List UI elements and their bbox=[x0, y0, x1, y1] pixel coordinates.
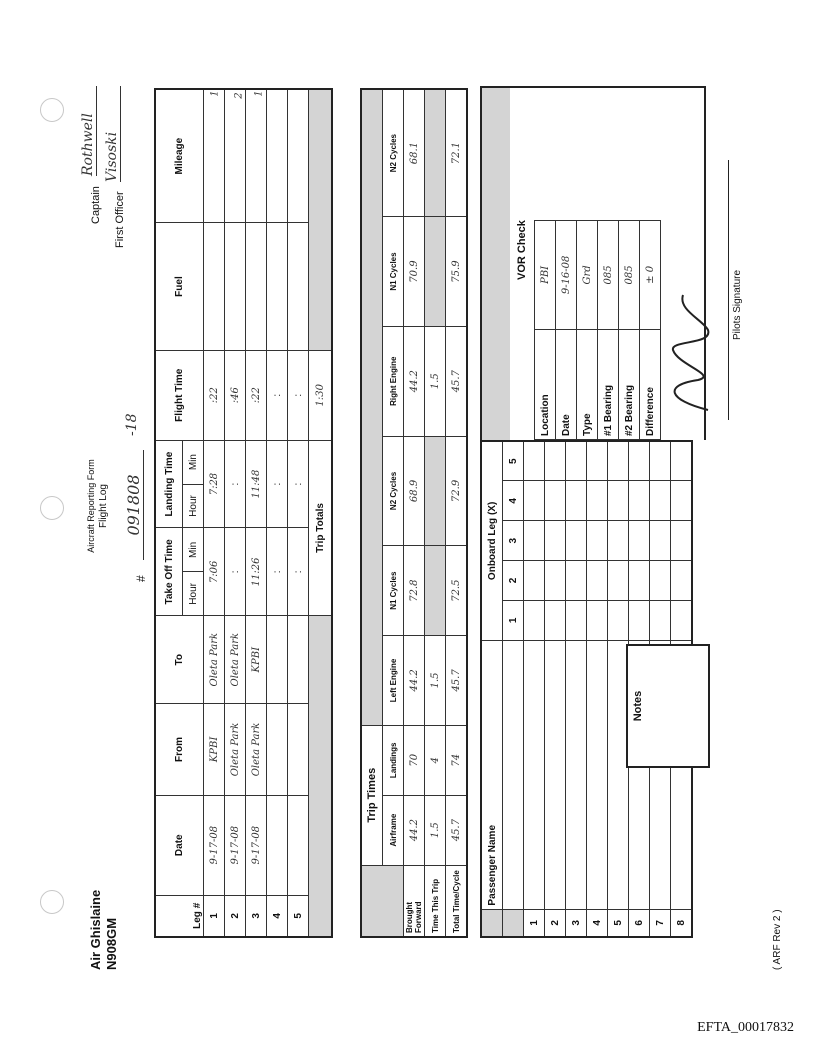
summary-row-label: Total Time/Cycle bbox=[446, 865, 468, 937]
shaded-gap bbox=[309, 89, 333, 350]
vor-check-table bbox=[534, 88, 661, 440]
notes-box bbox=[626, 644, 710, 768]
leg-from: KPBI bbox=[204, 704, 225, 796]
passenger-row-number: 8 bbox=[671, 909, 693, 937]
onboard-cell bbox=[608, 441, 629, 481]
leg-row bbox=[288, 89, 309, 937]
captain-label: Captain bbox=[90, 186, 102, 224]
leg-to bbox=[267, 616, 288, 704]
vor-check-title: VOR Check bbox=[516, 220, 528, 280]
document-id: EFTA_00017832 bbox=[697, 1020, 794, 1035]
leg-from bbox=[267, 704, 288, 796]
summary-cell: 68.9 bbox=[404, 436, 425, 546]
pilot-signature-label: Pilots Signature bbox=[732, 269, 743, 340]
summary-cell: 72.8 bbox=[404, 546, 425, 636]
leg-date: 9-17-08 bbox=[204, 795, 225, 895]
header-fuel: Fuel bbox=[155, 223, 204, 351]
vor-value: 085 bbox=[619, 220, 640, 330]
summary-cell: 1.5 bbox=[425, 326, 446, 436]
onboard-cell bbox=[629, 481, 650, 521]
header-leg: Leg # bbox=[155, 895, 204, 937]
col-left-engine: Left Engine bbox=[383, 636, 404, 726]
onboard-cell bbox=[566, 521, 587, 561]
passenger-row-number: 7 bbox=[650, 909, 671, 937]
vor-check-panel bbox=[480, 86, 743, 440]
leg-row bbox=[267, 89, 288, 937]
leg-to bbox=[288, 616, 309, 704]
summary-cell bbox=[425, 436, 446, 546]
trip-totals-label: Trip Totals bbox=[309, 440, 333, 616]
leg-flight-time: :22 bbox=[246, 350, 267, 440]
onboard-cell bbox=[524, 600, 545, 640]
leg-date bbox=[267, 795, 288, 895]
vor-row bbox=[535, 89, 556, 440]
col-right-n2: N2 Cycles bbox=[383, 89, 404, 217]
onboard-cell bbox=[524, 521, 545, 561]
summary-cell: 72.1 bbox=[446, 89, 468, 217]
leg-number: 5 bbox=[288, 895, 309, 937]
onboard-cell bbox=[545, 521, 566, 561]
passenger-row bbox=[545, 441, 566, 937]
passenger-name-cell bbox=[545, 640, 566, 909]
leg-flight-time: :46 bbox=[225, 350, 246, 440]
form-subtitle: Flight Log bbox=[98, 484, 109, 528]
summary-cell: 70 bbox=[404, 725, 425, 795]
onboard-cell bbox=[671, 441, 693, 481]
onboard-cell bbox=[608, 481, 629, 521]
leg-mileage bbox=[246, 89, 267, 223]
shaded-gap bbox=[361, 865, 404, 937]
summary-cell: 70.9 bbox=[404, 217, 425, 327]
leg-landing-time: 11:48 bbox=[246, 440, 267, 528]
passenger-row bbox=[566, 441, 587, 937]
leg-row bbox=[204, 89, 225, 937]
passenger-name-cell bbox=[566, 640, 587, 909]
header-landing-hour: Hour bbox=[183, 484, 204, 528]
vor-row bbox=[598, 89, 619, 440]
header-mileage: Mileage bbox=[155, 89, 204, 223]
leg-from: Oleta Park bbox=[225, 704, 246, 796]
vor-shaded-area bbox=[482, 88, 510, 440]
first-officer-value: Visoski bbox=[104, 86, 121, 182]
onboard-cell bbox=[629, 521, 650, 561]
leg-landing-time: : bbox=[225, 440, 246, 528]
log-number-suffix: -18 bbox=[124, 413, 140, 436]
summary-row bbox=[446, 89, 468, 937]
onboard-cell bbox=[608, 561, 629, 601]
margin-mark-1: 1 bbox=[209, 90, 221, 97]
leg-from: Oleta Park bbox=[246, 704, 267, 796]
vor-value: ± 0 bbox=[640, 220, 661, 330]
col-landings: Landings bbox=[383, 725, 404, 795]
col-airframe: Airframe bbox=[383, 795, 404, 865]
summary-row-label: Brought Forward bbox=[404, 865, 425, 937]
onboard-cell bbox=[671, 561, 693, 601]
leg-to: KPBI bbox=[246, 616, 267, 704]
leg-mileage bbox=[288, 89, 309, 223]
leg-flight-time: : bbox=[288, 350, 309, 440]
onboard-cell bbox=[524, 481, 545, 521]
leg-date bbox=[288, 795, 309, 895]
trip-times-label: Trip Times bbox=[361, 725, 383, 865]
leg-takeoff-time: 7:06 bbox=[204, 528, 225, 616]
leg-number: 4 bbox=[267, 895, 288, 937]
leg-mileage bbox=[267, 89, 288, 223]
passenger-row bbox=[587, 441, 608, 937]
onboard-cell bbox=[671, 521, 693, 561]
passenger-spacer bbox=[503, 640, 524, 909]
leg-col-3: 3 bbox=[503, 521, 524, 561]
summary-cell: 45.7 bbox=[446, 636, 468, 726]
onboard-cell bbox=[629, 441, 650, 481]
onboard-cell bbox=[566, 561, 587, 601]
onboard-leg-header bbox=[481, 441, 503, 640]
vor-label: Location bbox=[535, 330, 556, 440]
pilot-signature-drawing bbox=[658, 270, 728, 420]
header-date: Date bbox=[155, 795, 204, 895]
summary-cell: 45.7 bbox=[446, 326, 468, 436]
leg-table bbox=[154, 88, 333, 938]
onboard-cell bbox=[650, 521, 671, 561]
summary-row bbox=[425, 89, 446, 937]
onboard-cell bbox=[608, 521, 629, 561]
summary-cell: 44.2 bbox=[404, 326, 425, 436]
leg-flight-time: : bbox=[267, 350, 288, 440]
summary-cell: 4 bbox=[425, 725, 446, 795]
tail-number: N908GM bbox=[104, 917, 119, 970]
captain-value: Rothwell bbox=[80, 86, 97, 176]
summary-cell: 44.2 bbox=[404, 795, 425, 865]
leg-fuel bbox=[288, 223, 309, 351]
pilot-signature-line bbox=[728, 160, 729, 420]
leg-mileage bbox=[225, 89, 246, 223]
margin-mark-2: 2 bbox=[233, 92, 245, 99]
onboard-cell bbox=[587, 561, 608, 601]
vor-label: Type bbox=[577, 330, 598, 440]
log-number-prefix: # bbox=[134, 575, 148, 582]
leg-landing-time: 7:28 bbox=[204, 440, 225, 528]
onboard-cell bbox=[566, 481, 587, 521]
onboard-cell bbox=[587, 521, 608, 561]
onboard-cell bbox=[545, 481, 566, 521]
passenger-row-number: 3 bbox=[566, 909, 587, 937]
vor-value: Grd bbox=[577, 220, 598, 330]
leg-flight-time: :22 bbox=[204, 350, 225, 440]
onboard-cell bbox=[566, 600, 587, 640]
trip-totals-value: 1:30 bbox=[309, 350, 333, 440]
leg-landing-time: : bbox=[288, 440, 309, 528]
passenger-row-number: 1 bbox=[524, 909, 545, 937]
onboard-cell bbox=[566, 441, 587, 481]
passenger-row-number: 5 bbox=[608, 909, 629, 937]
passenger-name-header: Passenger Name bbox=[481, 640, 503, 909]
onboard-cell bbox=[650, 481, 671, 521]
vor-label: #1 Bearing bbox=[598, 330, 619, 440]
vor-label: #2 Bearing bbox=[619, 330, 640, 440]
onboard-leg-label: Onboard Leg bbox=[486, 517, 498, 581]
form-title: Aircraft Reporting Form bbox=[86, 459, 96, 553]
summary-cell: 68.1 bbox=[404, 89, 425, 217]
form-revision: ( ARF Rev 2 ) bbox=[772, 909, 783, 970]
summary-cell: 74 bbox=[446, 725, 468, 795]
onboard-cell bbox=[587, 600, 608, 640]
leg-mileage bbox=[204, 89, 225, 223]
summary-cell: 1.5 bbox=[425, 636, 446, 726]
leg-col-1: 1 bbox=[503, 600, 524, 640]
leg-col-4: 4 bbox=[503, 481, 524, 521]
onboard-cell bbox=[608, 600, 629, 640]
onboard-cell bbox=[650, 600, 671, 640]
vor-label: Date bbox=[556, 330, 577, 440]
summary-cell: 72.5 bbox=[446, 546, 468, 636]
passenger-row-number: 2 bbox=[545, 909, 566, 937]
col-left-n2: N2 Cycles bbox=[383, 436, 404, 546]
onboard-cell bbox=[524, 561, 545, 601]
header-landing: Landing Time bbox=[155, 440, 183, 528]
onboard-leg-x: (X) bbox=[486, 501, 498, 516]
onboard-cell bbox=[545, 561, 566, 601]
onboard-cell bbox=[671, 600, 693, 640]
header-landing-min: Min bbox=[183, 440, 204, 484]
summary-cell: 44.2 bbox=[404, 636, 425, 726]
onboard-cell bbox=[524, 441, 545, 481]
summary-cell: 45.7 bbox=[446, 795, 468, 865]
leg-row bbox=[225, 89, 246, 937]
vor-row bbox=[577, 89, 598, 440]
summary-cell: 75.9 bbox=[446, 217, 468, 327]
summary-cell: 72.9 bbox=[446, 436, 468, 546]
leg-to: Oleta Park bbox=[204, 616, 225, 704]
vor-row bbox=[556, 89, 577, 440]
passenger-number-header bbox=[481, 909, 503, 937]
passenger-name-cell bbox=[524, 640, 545, 909]
onboard-cell bbox=[587, 481, 608, 521]
leg-col-5: 5 bbox=[503, 441, 524, 481]
leg-to: Oleta Park bbox=[225, 616, 246, 704]
leg-fuel bbox=[225, 223, 246, 351]
col-right-engine: Right Engine bbox=[383, 326, 404, 436]
leg-fuel bbox=[267, 223, 288, 351]
shaded-gap bbox=[361, 89, 383, 725]
onboard-cell bbox=[587, 441, 608, 481]
vor-value: 085 bbox=[598, 220, 619, 330]
header-takeoff-min: Min bbox=[183, 528, 204, 572]
shaded-gap bbox=[309, 616, 333, 937]
onboard-cell bbox=[629, 600, 650, 640]
company-name: Air Ghislaine bbox=[88, 889, 103, 970]
header-flight-time: Flight Time bbox=[155, 350, 204, 440]
header-from: From bbox=[155, 704, 204, 796]
vor-label: Difference bbox=[640, 330, 661, 440]
leg-fuel bbox=[246, 223, 267, 351]
onboard-cell bbox=[650, 561, 671, 601]
leg-from bbox=[288, 704, 309, 796]
leg-takeoff-time: : bbox=[267, 528, 288, 616]
leg-number: 2 bbox=[225, 895, 246, 937]
leg-takeoff-time: : bbox=[288, 528, 309, 616]
passenger-name-cell bbox=[587, 640, 608, 909]
log-number-value: 091808 bbox=[124, 450, 144, 560]
trip-times-table bbox=[360, 88, 468, 938]
summary-cell bbox=[425, 89, 446, 217]
summary-cell: 1.5 bbox=[425, 795, 446, 865]
leg-number: 1 bbox=[204, 895, 225, 937]
summary-cell bbox=[425, 546, 446, 636]
summary-row bbox=[404, 89, 425, 937]
passenger-row-number: 6 bbox=[629, 909, 650, 937]
leg-takeoff-time: 11:26 bbox=[246, 528, 267, 616]
summary-row-label: Time This Trip bbox=[425, 865, 446, 937]
leg-number: 3 bbox=[246, 895, 267, 937]
leg-date: 9-17-08 bbox=[246, 795, 267, 895]
vor-row bbox=[619, 89, 640, 440]
leg-fuel bbox=[204, 223, 225, 351]
onboard-cell bbox=[671, 481, 693, 521]
header-takeoff-hour: Hour bbox=[183, 572, 204, 616]
vor-value: 9-16-08 bbox=[556, 220, 577, 330]
notes-label: Notes bbox=[632, 690, 644, 722]
leg-row bbox=[246, 89, 267, 937]
first-officer-label: First Officer bbox=[114, 191, 126, 248]
col-right-n1: N1 Cycles bbox=[383, 217, 404, 327]
margin-mark-3: 1 bbox=[253, 90, 265, 97]
header-takeoff: Take Off Time bbox=[155, 528, 183, 616]
leg-date: 9-17-08 bbox=[225, 795, 246, 895]
col-left-n1: N1 Cycles bbox=[383, 546, 404, 636]
header-to: To bbox=[155, 616, 204, 704]
summary-cell bbox=[425, 217, 446, 327]
passenger-row bbox=[524, 441, 545, 937]
leg-col-2: 2 bbox=[503, 561, 524, 601]
leg-takeoff-time: : bbox=[225, 528, 246, 616]
vor-value: PBI bbox=[535, 220, 556, 330]
onboard-cell bbox=[629, 561, 650, 601]
onboard-cell bbox=[545, 441, 566, 481]
passenger-row-number: 4 bbox=[587, 909, 608, 937]
onboard-cell bbox=[650, 441, 671, 481]
passenger-spacer bbox=[503, 909, 524, 937]
leg-landing-time: : bbox=[267, 440, 288, 528]
onboard-cell bbox=[545, 600, 566, 640]
